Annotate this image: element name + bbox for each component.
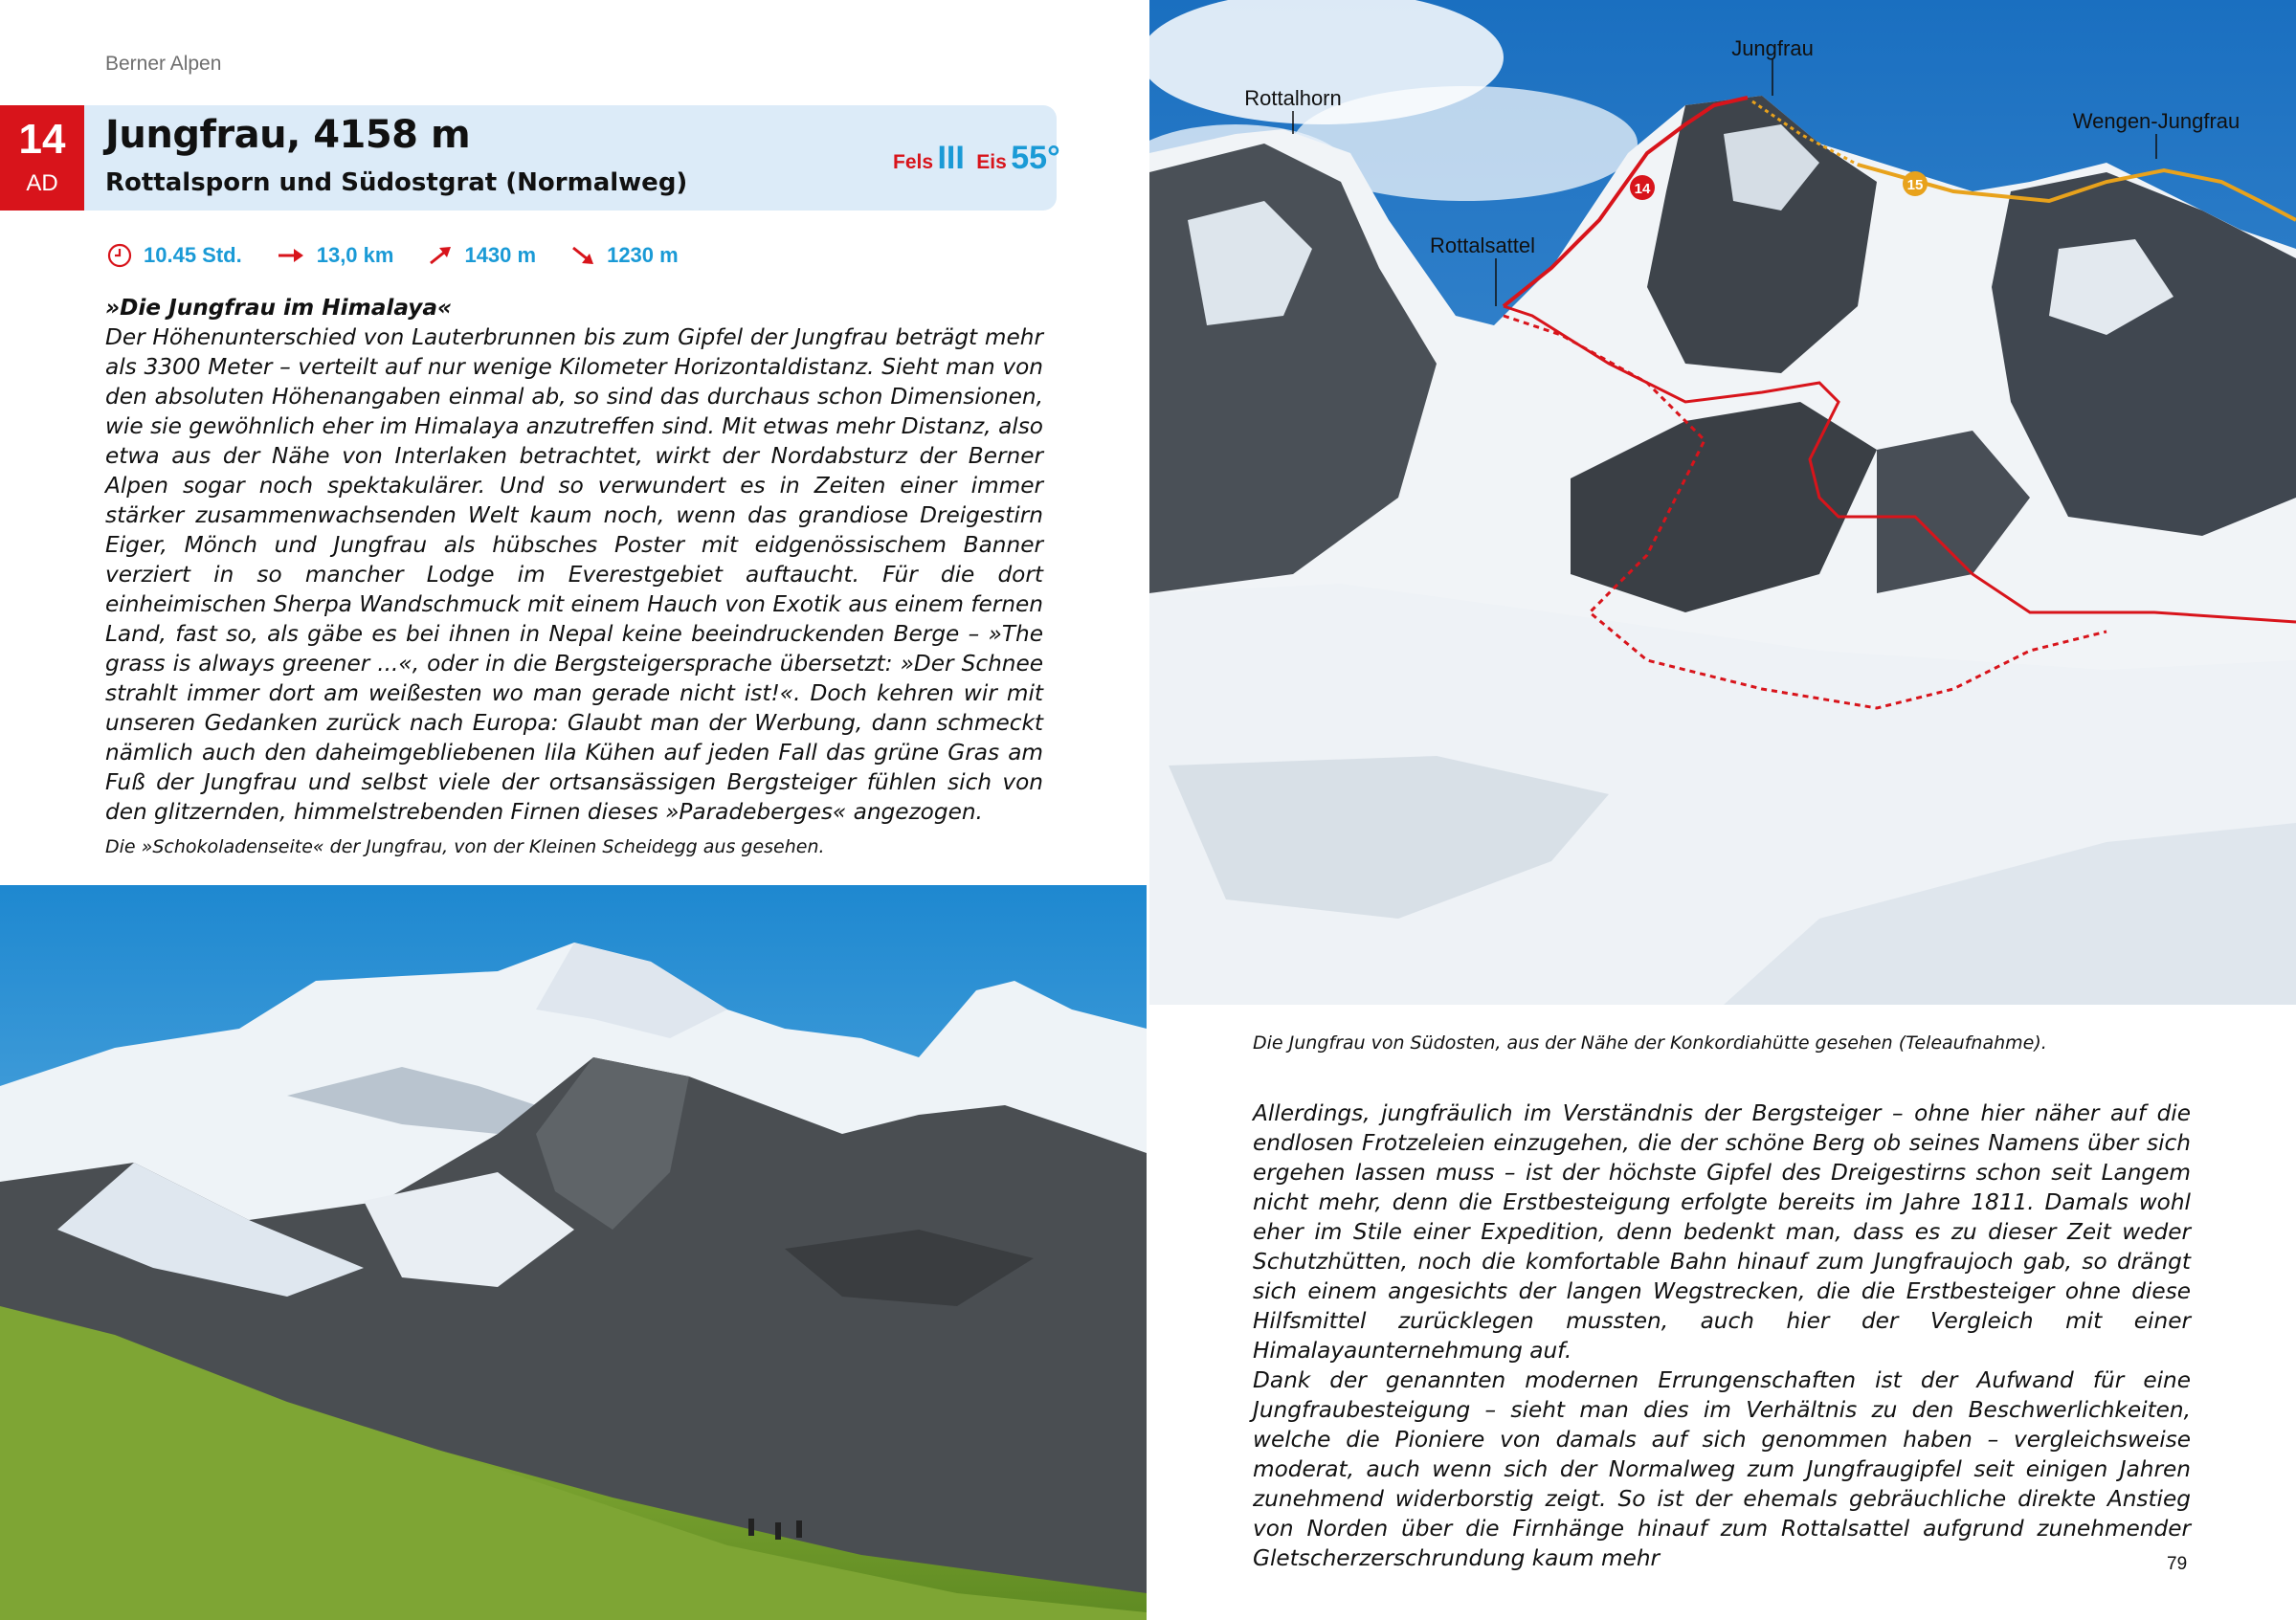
stat-time <box>107 243 242 268</box>
stat-distance <box>277 243 394 268</box>
ice-angle: 55° <box>1011 140 1060 176</box>
jungfrau-north-photo <box>0 885 1147 1620</box>
intro-paragraph: Der Höhenunterschied von Lauterbrunnen bis zum Gipfel der Jungfrau beträgt mehr als 3300 Meter – verteilt auf nur wenige Kilometer Horizontaldistanz. Sieht man von den absoluten Höhenangaben einmal ab, so sind das durchaus schon Dimensionen, wie sie gewöhnlich eher im Himalaya anzutreffen sind. Mit etwas mehr Distanz, also etwa aus der Nähe von Interlaken betrachtet, wirkt der Nordabsturz der Berner Alpen sogar noch spektakulärer. Und so verwundert es in Zeiten einer immer stärker zusammenwachsenden Welt kaum noch, wenn das grandiose Dreigestirn Eiger, Mönch und Jungfrau als hübsches Poster mit eidgenössischem Banner verziert in so mancher Lodge im Everestgebiet auftaucht. Für die dort einheimischen Sherpa Wandschmuck mit einem Hauch von Exotik aus einem fernen Land, fast so, als gäbe es bei ihnen in Nepal keine beeindruckenden Berge – »The grass is always greener ...«, oder in die Bergsteigersprache übersetzt: »Der Schnee strahlt immer dort am weißesten wo man gerade nicht ist!«. Doch kehren wir mit unseren Gedanken zurück nach Europa: Glaubt man der Werbung, dann schmeckt nämlich auch den daheimgebliebenen lila Kühen auf jeden Fall das grüne Gras am Fuß der Jungfrau und selbst viele der ortsansässigen Bergsteiger fühlen sich von den glitzernden, himmelstrebenden Firnen dieses »Paradeberges« angezogen. <box>105 324 1043 825</box>
label-jungfrau: Jungfrau <box>1731 36 1814 60</box>
tour-number-badge <box>0 105 84 211</box>
page-number: 79 <box>2167 1554 2188 1574</box>
ice-label: Eis <box>976 151 1007 173</box>
label-rottalsattel: Rottalsattel <box>1429 233 1536 257</box>
rock-grade: III <box>937 140 965 176</box>
photo-caption-left: Die »Schokoladenseite« der Jungfrau, von der Kleinen Scheidegg aus gesehen. <box>105 836 825 857</box>
tour-grade: AD <box>26 170 58 196</box>
route-14-label: 14 <box>1634 181 1651 197</box>
page-subtitle: Rottalsporn und Südostgrat (Normalweg) <box>105 168 688 197</box>
region-label: Berner Alpen <box>105 53 222 75</box>
tour-number: 14 <box>18 116 66 163</box>
stat-ascent-value: 1430 m <box>464 243 537 267</box>
intro-text-block <box>105 293 1043 827</box>
label-rottalhorn: Rottalhorn <box>1244 86 1342 110</box>
stat-time-value: 10.45 Std. <box>144 243 242 267</box>
label-wengen-jungfrau: Wengen-Jungfrau <box>2072 109 2240 133</box>
stat-distance-value: 13,0 km <box>316 243 394 267</box>
rock-label: Fels <box>893 151 934 173</box>
clock-icon <box>107 243 132 268</box>
intro-heading: »Die Jungfrau im Himalaya« <box>105 295 453 321</box>
stat-ascent <box>428 243 536 268</box>
tour-stats <box>107 241 679 270</box>
jungfrau-southeast-photo <box>1149 0 2296 1005</box>
arrow-down-right-icon <box>570 245 595 266</box>
stat-descent <box>570 243 679 268</box>
page-title: Jungfrau, 4158 m <box>105 113 471 157</box>
photo-caption-right: Die Jungfrau von Südosten, aus der Nähe der Konkordiahütte gesehen (Teleaufnahme). <box>1253 1032 2047 1054</box>
arrow-up-right-icon <box>428 245 453 266</box>
body-text: Allerdings, jungfräulich im Verständnis der Bergsteiger – ohne hier näher auf die endlosen Frotzeleien einzugehen, die der schöne Berg ob seines Namens über sich ergehen lassen muss – ist der höchste Gipfel des Dreigestirns schon seit Langem nicht mehr, denn die Erstbesteigung erfolgte bereits im Jahre 1811. Damals wohl eher im Stile einer Expedition, denn bedenkt man, dass es zu dieser Zeit weder Schutzhütten, noch die komfortable Bahn hinauf zum Jungfraujoch gab, so drängt sich einem angesichts der langen Wegstrecken, die die Erstbesteiger ohne diese Hilfsmittel zurücklegen mussten, auch hier der Vergleich mit einer Himalayaunternehmung auf. Dank der genannten modernen Errungenschaften ist der Aufwand für eine Jungfraubesteigung – sieht man dies im Verhältnis zu den Beschwerlichkeiten, welche die Pioniere von damals auf sich genommen haben – vergleichsweise moderat, auch wenn sich der Normalweg zum Jungfraugipfel seit einigen Jahren zunehmend widerborstig zeigt. So ist der ehemals gebräuchliche direkte Anstieg von Norden über die Firnhänge hinauf zum Rottalsattel aufgrund zunehmender Gletscherzerschrundung kaum mehr <box>1253 1100 2191 1571</box>
stat-descent-value: 1230 m <box>607 243 679 267</box>
arrow-right-icon <box>277 247 305 264</box>
route-15-label: 15 <box>1906 177 1924 193</box>
difficulty-rating <box>893 140 1060 177</box>
